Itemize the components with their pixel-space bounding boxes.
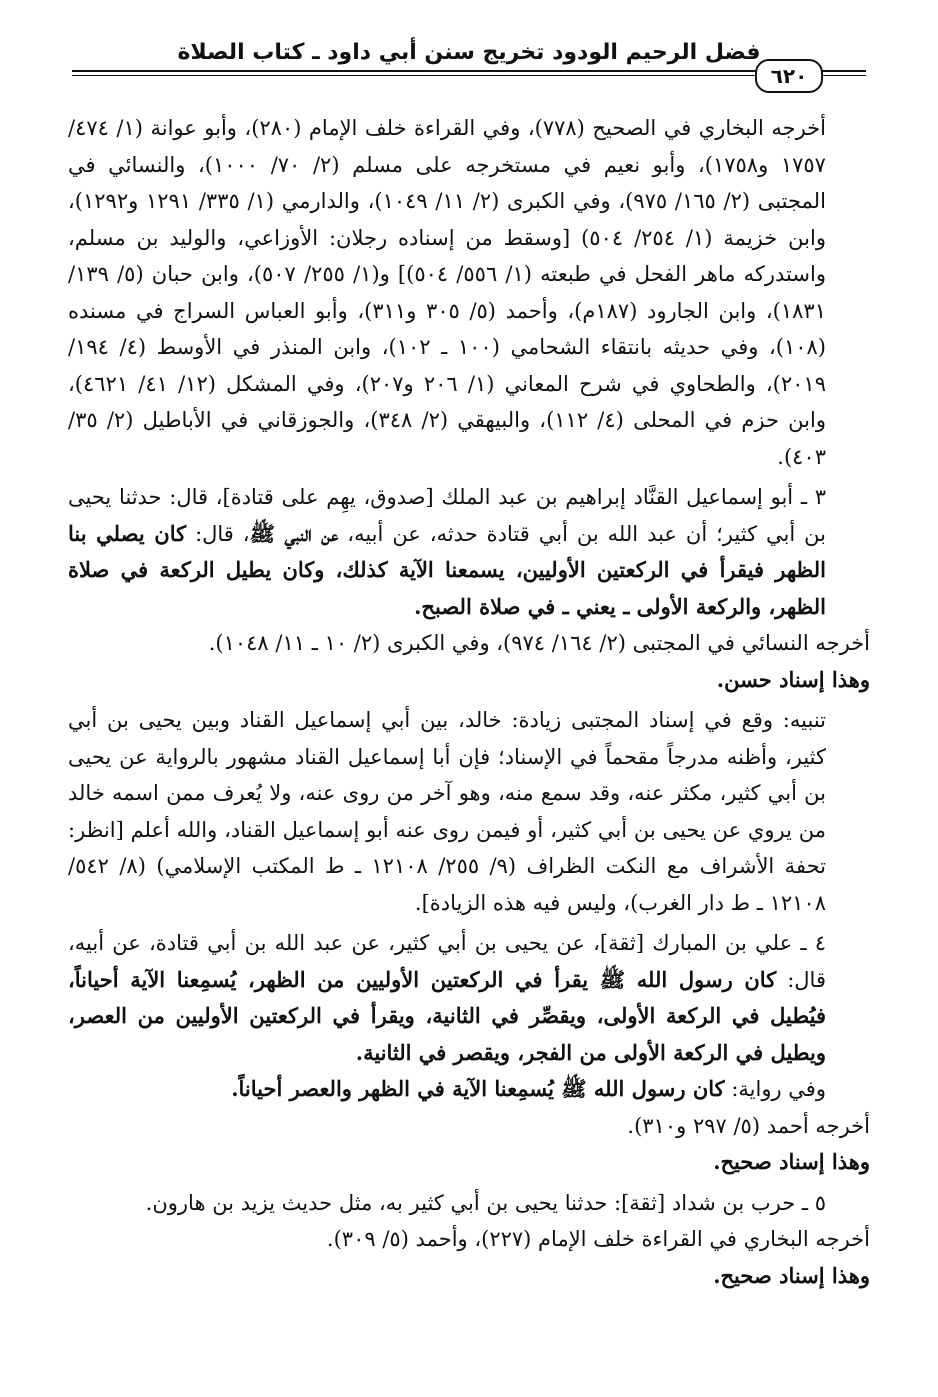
tanbih-note: تنبيه: وقع في إسناد المجتبى زيادة: خالد، بين أبي إسماعيل القناد وبين يحيى بن أبي كثير، وأظنه مدرجاً مقحماً في الإسناد؛ فإن أبا إسماعيل القناد مشهور بالرواية عن يحيى بن أبي كثير، مكثر عنه، وقد سمع منه، وهو آخر من روى عنه، ولا يُعرف ممن اسمه خالد من يروي عن يحيى بن أبي كثير، أو فيمن روى عنه أبو إسماعيل القناد، والله أعلم [انظر: تحفة الأشراف مع النكت الظراف (٩/ ٢٥٥/ ١٢١٠٨ ـ ط المكتب الإسلامي) (٨/ ٥٤٢/ ١٢١٠٨ ـ ط دار الغرب)، وليس فيه هذه الزيادة]. [68, 708, 826, 915]
hadith-3-attribution: عن النبي ﷺ [249, 520, 339, 546]
hadith-4-intro: ٤ ـ علي بن المبارك [ثقة]، عن يحيى بن أبي كثير، عن عبد الله بن أبي قتادة، عن أبيه، قال: [68, 931, 826, 992]
hadith-3-intro: ٣ ـ أبو إسماعيل القنَّاد إبراهيم بن عبد الملك [صدوق، يهِم على قتادة]، قال: حدثنا يحيى بن أبي كثير؛ أن عبد الله بن أبي قتادة حدثه، عن أبيه، [68, 485, 826, 546]
hadith-3-takhrij: أخرجه النسائي في المجتبى (٢/ ١٦٤/ ٩٧٤)، وفي الكبرى (٢/ ١٠ ـ ١١/ ١٠٤٨). [208, 631, 870, 655]
hadith-4-riwaya-matn: كان رسول الله ﷺ يُسمِعنا الآية في الظهر والعصر أحياناً. [231, 1076, 725, 1101]
page-number: ٦٢٠ [755, 59, 823, 93]
hadith-4-riwaya [68, 1071, 870, 1108]
main-text [68, 110, 870, 1294]
hadith-4-takhrij: أخرجه أحمد (٥/ ٢٩٧ و٣١٠). [627, 1113, 870, 1138]
hadith-5-grade: وهذا إسناد صحيح. [713, 1262, 870, 1288]
takhrij-paragraph-1: أخرجه البخاري في الصحيح (٧٧٨)، وفي القراءة خلف الإمام (٢٨٠)، وأبو عوانة (١/ ٤٧٤/ ١٧٥٧ و١٧٥٨)، وأبو نعيم في مستخرجه على مسلم (٢/ ٧٠/ ١٠٠٠)، والنسائي في المجتبى (٢/ ١٦٥/ ٩٧٥)، وفي الكبرى (٢/ ١١/ ١٠٤٩)، والدارمي (١/ ٣٣٥/ ١٢٩١ و١٢٩٢)، وابن خزيمة (١/ ٢٥٤/ ٥٠٤) [وسقط من إسناده رجلان: الأوزاعي، والوليد بن مسلم، واستدركه ماهر الفحل في طبعته (١/ ٥٥٦/ ٥٠٤)] و(١/ ٢٥٥/ ٥٠٧)، وابن حبان (٥/ ١٣٩/ ١٨٣١)، وابن الجارود (١٨٧م)، وأحمد (٥/ ٣٠٥ و٣١١)، وأبو العباس السراج في مسنده (١٠٨)، وفي حديثه بانتقاء الشحامي (١٠٠ ـ ١٠٢)، وابن المنذر في الأوسط (٤/ ١٩٤/ ٢٠١٩)، والطحاوي في شرح المعاني (١/ ٢٠٦ و٢٠٧)، وفي المشكل (١٢/ ٤١/ ٤٦٢١)، وابن حزم في المحلى (٤/ ١١٢)، والبيهقي (٢/ ٣٤٨)، والجوزقاني في الأباطيل (٢/ ٣٥/ ٤٠٣). [68, 116, 826, 469]
hadith-5: ٥ ـ حرب بن شداد [ثقة]: حدثنا يحيى بن أبي كثير به، مثل حديث يزيد بن هارون. [145, 1190, 826, 1215]
header-rule [72, 70, 866, 76]
hadith-5-takhrij: أخرجه البخاري في القراءة خلف الإمام (٢٢٧)، وأحمد (٥/ ٣٠٩). [326, 1227, 870, 1251]
hadith-3-grade: وهذا إسناد حسن. [716, 666, 870, 692]
hadith-3-qala: ، قال: [186, 521, 250, 546]
hadith-3 [68, 479, 870, 625]
hadith-4-grade: وهذا إسناد صحيح. [713, 1149, 870, 1174]
running-header: فضل الرحيم الودود تخريج سنن أبي داود ـ كتاب الصلاة [177, 40, 761, 65]
hadith-4-riwaya-intro: وفي رواية: [724, 1077, 826, 1101]
hadith-4-matn: كان رسول الله ﷺ يقرأ في الركعتين الأوليين من الظهر، يُسمِعنا الآية أحياناً، فيُطيل في الركعة الأولى، ويقصِّر في الثانية، ويقرأ في الركعتين الأوليين من العصر، ويطيل في الركعة الأولى من الفجر، ويقصر في الثانية. [68, 966, 826, 1065]
hadith-3-matn: كان يصلي بنا الظهر فيقرأ في الركعتين الأوليين، يسمعنا الآية كذلك، وكان يطيل الركعة في صلاة الظهر، والركعة الأولى ـ يعني ـ في صلاة الصبح. [68, 520, 826, 619]
hadith-4 [68, 925, 870, 1071]
